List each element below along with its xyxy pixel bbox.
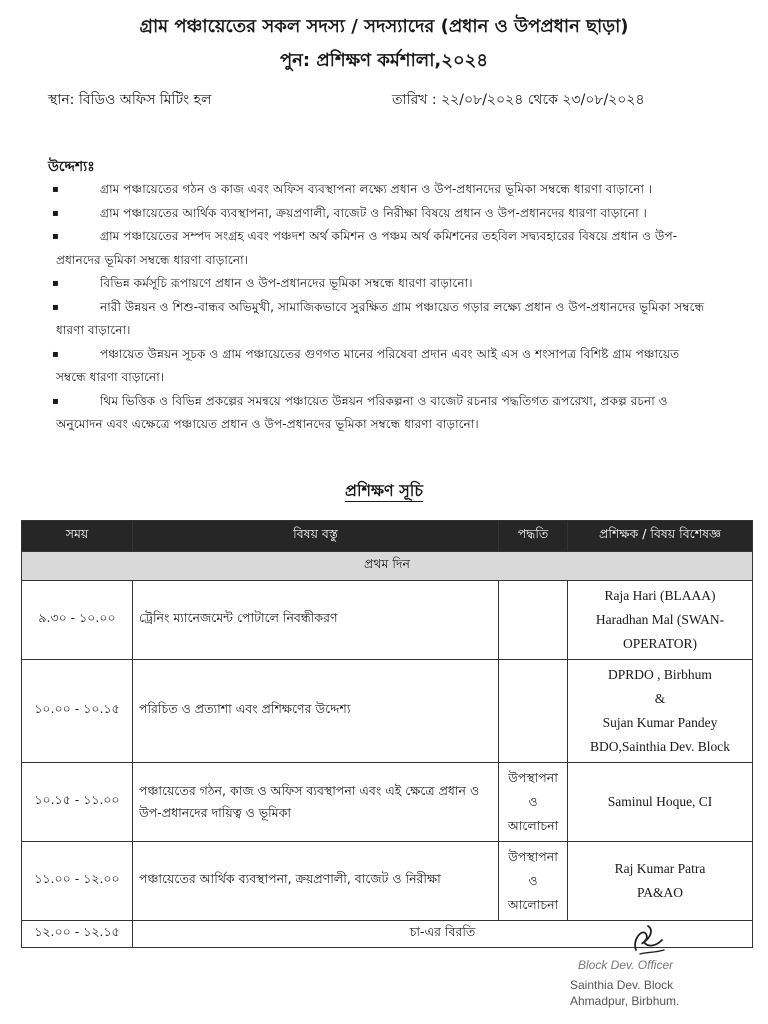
method-cell <box>499 660 568 763</box>
method-line: আলোচনা <box>507 897 559 912</box>
column-header-trainer: প্রশিক্ষক / বিষয় বিশেষজ্ঞ <box>568 521 753 552</box>
objective-text: পঞ্চায়েত উন্নয়ন সূচক ও গ্রাম পঞ্চায়েতের গুণগত মানের পরিষেবা প্রদান এবং আই এস ও শংসাপত্র বিশিষ্ট গ্রাম পঞ্চায়েত সম্বন্ধে ধারণা বাড়ানো। <box>56 346 680 384</box>
objective-item <box>52 296 712 343</box>
signature-designation: Block Dev. Officer <box>578 958 674 972</box>
table-header-row <box>22 521 753 552</box>
bullet-icon: ▪ <box>52 231 59 242</box>
table-row <box>22 581 753 660</box>
trainer-line: DPRDO , Birbhum <box>608 667 712 682</box>
document-title: গ্রাম পঞ্চায়েতের সকল সদস্য / সদস্যাদের (প্রধান ও উপপ্রধান ছাড়া) <box>139 16 629 37</box>
objective-text: থিম ভিত্তিক ও বিভিন্ন প্রকল্পের সমন্বয়ে পঞ্চায়েত উন্নয়ন পরিকল্পনা ও বাজেট রচনার পদ্ধতিগত রূপরেখা, প্রকল্প রচনা ও অনুমোদন এবং এক্ষেত্রে পঞ্চায়েত প্রধান ও উপ-প্রধানদের ভূমিকা সম্বন্ধে ধারণা বাড়ানো। <box>56 393 668 431</box>
topic-cell: পঞ্চায়েতের আর্থিক ব্যবস্থাপনা, ক্রয়প্রণালী, বাজেট ও নিরীক্ষা <box>133 842 499 921</box>
objective-text: বিভিন্ন কর্মসূচি রূপায়ণে প্রধান ও উপ-প্রধানদের ভূমিকা সম্বন্ধে ধারণা বাড়ানো। <box>100 276 473 290</box>
trainer-line: Raj Kumar Patra <box>614 861 706 876</box>
signature-office: Sainthia Dev. Block <box>570 978 674 992</box>
topic-cell: পরিচিত ও প্রত্যাশা এবং প্রশিক্ষণের উদ্দেশ্য <box>133 660 499 763</box>
objectives-heading: উদ্দেশ্যঃ <box>48 159 95 175</box>
trainer-cell <box>568 763 753 842</box>
table-row <box>22 763 753 842</box>
table-row <box>22 842 753 921</box>
day-label: প্রথম দিন <box>22 552 753 581</box>
signature-mark-icon <box>628 920 668 956</box>
method-line: উপস্থাপনা <box>508 849 558 864</box>
objective-item <box>52 390 712 437</box>
bullet-icon: ▪ <box>52 348 59 360</box>
trainer-line: & <box>654 691 666 706</box>
schedule-heading <box>0 478 768 505</box>
bullet-icon: ▪ <box>52 278 59 289</box>
trainer-line: Sujan Kumar Pandey <box>602 715 718 730</box>
signature-location: Ahmadpur, Birbhum. <box>570 994 680 1008</box>
method-line: ও <box>528 794 538 809</box>
trainer-cell <box>568 581 753 660</box>
objectives-list <box>52 178 712 437</box>
objective-text: গ্রাম পঞ্চায়েতের গঠন ও কাজ এবং অফিস ব্যবস্থাপনা লক্ষ্যে প্রধান ও উপ-প্রধানদের ভূমিকা সম্বন্ধে ধারণা বাড়ানো । <box>100 182 653 196</box>
bullet-icon: ▪ <box>52 301 59 313</box>
bullet-icon: ▪ <box>52 207 59 219</box>
column-header-method: পদ্ধতি <box>499 521 568 552</box>
table-row <box>22 660 753 763</box>
trainer-line: BDO,Sainthia Dev. Block <box>589 739 731 754</box>
method-cell <box>499 842 568 921</box>
time-cell: ১০.১৫ - ১১.০০ <box>22 763 133 842</box>
method-line: ও <box>528 873 538 888</box>
trainer-cell <box>568 660 753 763</box>
document-subtitle: পুন: প্রশিক্ষণ কর্মশালা,২০২৪ <box>279 50 489 71</box>
trainer-line: Raja Hari (BLAAA) <box>604 588 716 603</box>
method-line: উপস্থাপনা <box>508 770 558 785</box>
method-line: আলোচনা <box>507 818 559 833</box>
method-cell <box>499 581 568 660</box>
trainer-line: OPERATOR) <box>622 636 697 651</box>
time-cell: ১২.০০ - ১২.১৫ <box>22 921 133 948</box>
trainer-line: PA&AO <box>636 885 684 900</box>
time-cell: ৯.৩০ - ১০.০০ <box>22 581 133 660</box>
day-row <box>22 552 753 581</box>
bullet-icon: ▪ <box>52 184 59 195</box>
topic-cell: পঞ্চায়েতের গঠন, কাজ ও অফিস ব্যবস্থাপনা এবং এই ক্ষেত্রে প্রধান ও উপ-প্রধানদের দায়িত্ব ও ভূমিকা <box>133 763 499 842</box>
schedule-heading-text: প্রশিক্ষণ সূচি <box>345 481 423 500</box>
date-text: তারিখ : ২২/০৮/২০২৪ থেকে ২৩/০৮/২০২৪ <box>392 92 645 108</box>
schedule-table <box>21 520 753 948</box>
topic-cell: ট্রেনিং ম্যানেজমেন্ট পোটালে নিবন্ধীকরণ <box>133 581 499 660</box>
objective-item <box>52 202 712 226</box>
time-cell: ১১.০০ - ১২.০০ <box>22 842 133 921</box>
objective-text: গ্রাম পঞ্চায়েতের আর্থিক ব্যবস্থাপনা, ক্রয়প্রণালী, বাজেট ও নিরীক্ষা বিষয়ে প্রধান ও উপ-প্রধানদের ধারণা বাড়ানো । <box>100 205 647 220</box>
time-cell: ১০.০০ - ১০.১৫ <box>22 660 133 763</box>
column-header-topic: বিষয় বস্তু <box>133 521 499 552</box>
method-cell <box>499 763 568 842</box>
trainer-line: Haradhan Mal (SWAN- <box>595 612 725 627</box>
column-header-time: সময় <box>22 521 133 552</box>
objective-item <box>52 272 712 296</box>
bullet-icon: ▪ <box>52 395 59 407</box>
objective-item <box>52 343 712 390</box>
objective-item <box>52 225 712 272</box>
break-label: চা-এর বিরতি <box>133 921 753 948</box>
objective-item <box>52 178 712 202</box>
objective-text: নারী উন্নয়ন ও শিশু-বান্ধব অভিমুখী, সামাজিকভাবে সুরক্ষিত গ্রাম পঞ্চায়েত গড়ার লক্ষ্যে প্রধান ও উপ-প্রধানদের ভূমিকা সম্বন্ধে ধারণা বাড়ানো। <box>56 299 705 337</box>
objective-text: গ্রাম পঞ্চায়েতের সম্পদ সংগ্রহ এবং পঞ্চদশ অর্থ কমিশন ও পঞ্চম অর্থ কমিশনের তহবিল সদ্ব্যবহারের বিষয়ে প্রধান ও উপ-প্রধানদের ভূমিকা সম্বন্ধে ধারণা বাড়ানো। <box>56 229 678 267</box>
trainer-cell <box>568 842 753 921</box>
venue-text: স্থান: বিডিও অফিস মিটিং হল <box>48 92 212 108</box>
trainer-line: Saminul Hoque, CI <box>607 794 713 809</box>
